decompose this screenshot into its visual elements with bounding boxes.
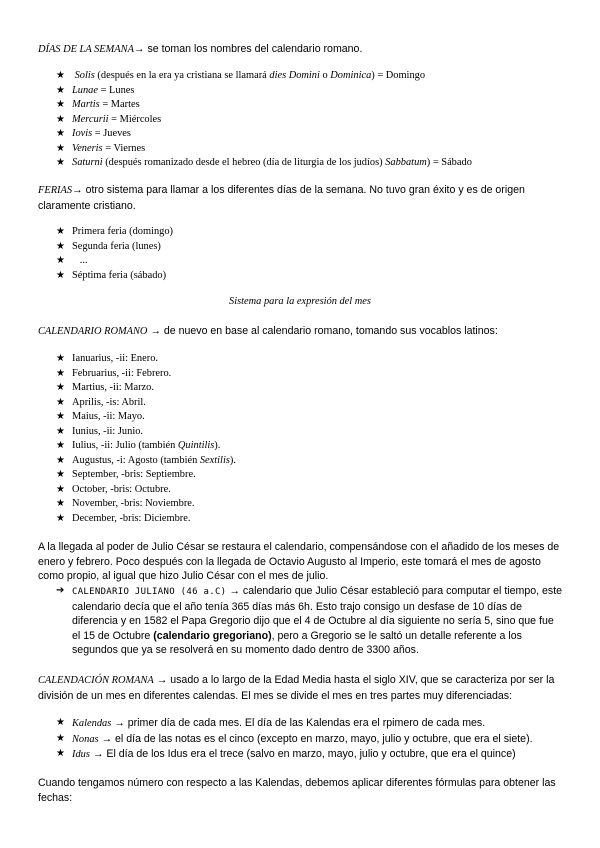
meses-list bbox=[56, 352, 564, 526]
list-item: ★ Kalendas → primer día de cada mes. El día de las Kalendas era el rpimero de cada mes. bbox=[56, 717, 486, 729]
star-icon: ★ bbox=[56, 269, 65, 281]
final-paragraph: Cuando tengamos número con respecto a las Kalendas, debemos aplicar diferentes fórmulas para obtener las fechas: bbox=[38, 777, 556, 804]
calendario-juliano-heading: CALENDARIO JULIANO (46 a.C) bbox=[72, 587, 227, 597]
star-icon: ★ bbox=[56, 498, 65, 509]
list-item: ★ Séptima feria (sábado) bbox=[56, 269, 564, 284]
star-icon: ★ bbox=[56, 512, 65, 524]
star-icon: ★ bbox=[56, 411, 65, 422]
star-icon: ★ bbox=[56, 732, 65, 744]
list-item: ★ November, -bris: Noviembre. bbox=[56, 497, 564, 512]
star-icon: ★ bbox=[56, 128, 65, 139]
list-item: ★ Primera feria (domingo) bbox=[56, 225, 564, 240]
star-icon: ★ bbox=[56, 382, 65, 393]
list-item: ★ Lunae = Lunes bbox=[56, 84, 564, 99]
list-item: ★ Martis = Martes bbox=[56, 98, 564, 113]
section-subtitle: Sistema para la expresión del mes bbox=[229, 296, 371, 307]
list-item: ★ Augustus, -i: Agosto (también Sextilis). bbox=[56, 454, 564, 469]
list-item: ★ Nonas → el día de las notas es el cinco (excepto en marzo, mayo, julio y octubre, que era el siete). bbox=[56, 732, 533, 745]
star-icon: ★ bbox=[56, 240, 65, 252]
list-item: ★ Solis (después en la era ya cristiana se llamará dies Domini o Dominica) = Domingo bbox=[56, 69, 564, 84]
list-item: ★ December, -bris: Diciembre. bbox=[56, 512, 564, 527]
julio-cesar-paragraph: A la llegada al poder de Julio César se restaura el calendario, compensándose con el añadido de los meses de enero y febrero. Poco después con la llegada de Octavio Augusto al Imperio, este tomará el mes de agosto como propio, al igual que hizo Julio César con el mes de julio. bbox=[38, 541, 560, 582]
star-icon: ★ bbox=[56, 483, 65, 495]
list-item: ★ October, -bris: Octubre. bbox=[56, 483, 564, 498]
star-icon: ★ bbox=[56, 113, 65, 125]
list-item: ★ Iulius, -ii: Julio (también Quintilis). bbox=[56, 439, 564, 454]
list-item: ★ Segunda feria (lunes) bbox=[56, 240, 564, 255]
list-item: ★ Veneris = Viernes bbox=[56, 142, 564, 157]
star-icon: ★ bbox=[56, 425, 65, 437]
star-icon: ★ bbox=[56, 717, 65, 728]
calendario-juliano-item: ➔ CALENDARIO JULIANO (46 a.C) → calendario que Julio César estableció para computar el tiempo, este calendario decía que el año tenía 365 días más 6h. Esto trajo consigo un desfase de 10 días de diferencia y en 1582 el Papa Gregorio dijo que el 4 de Octubre al día siguiente no sería 5, sino que fue el 15 de Octubre (calendario gregoriano), pero a Gregorio se le saltó un detalle referente a los segundos que ya se resolverá en su momento dado dentro de 3300 años. bbox=[56, 585, 563, 656]
list-item: ★ Mercurii = Miércoles bbox=[56, 113, 564, 128]
calendas-list bbox=[56, 716, 564, 763]
star-icon: ★ bbox=[56, 157, 65, 168]
calendacion-romana-heading: CALENDACIÓN ROMANA bbox=[38, 675, 154, 686]
star-icon: ★ bbox=[56, 255, 65, 266]
star-icon: ★ bbox=[56, 454, 65, 466]
list-item: ★ Iovis = Jueves bbox=[56, 127, 564, 142]
list-item: ★ Aprilis, -is: Abril. bbox=[56, 396, 564, 411]
calendacion-romana-paragraph: CALENDACIÓN ROMANA → usado a lo largo de la Edad Media hasta el siglo XIV, que se caracteriza por ser la división de un mes en diferentes calendas. El mes se divide el mes en tres partes muy diferenciadas: bbox=[38, 674, 555, 702]
list-item: ★ Saturni (después romanizado desde el hebreo (día de liturgia de los judíos) Sabbatum) = Sábado bbox=[56, 156, 564, 171]
star-icon: ★ bbox=[56, 396, 65, 408]
star-icon: ★ bbox=[56, 469, 65, 480]
dias-semana-heading: DÍAS DE LA SEMANA bbox=[38, 44, 134, 55]
list-item: ★ September, -bris: Septiembre. bbox=[56, 468, 564, 483]
ferias-list bbox=[56, 225, 564, 283]
star-icon: ★ bbox=[56, 70, 65, 81]
star-icon: ★ bbox=[56, 84, 65, 96]
calendario-romano-paragraph: CALENDARIO ROMANO → de nuevo en base al calendario romano, tomando sus vocablos latinos: bbox=[38, 325, 498, 337]
star-icon: ★ bbox=[56, 226, 65, 237]
list-item: ★ Idus → El día de los Idus era el trece (salvo en marzo, mayo, julio y octubre, que era el quince) bbox=[56, 748, 516, 760]
dias-semana-list bbox=[56, 69, 564, 171]
list-item: ★ Ianuarius, -ii: Enero. bbox=[56, 352, 564, 367]
star-icon: ★ bbox=[56, 142, 65, 154]
arrow-icon: ➔ bbox=[56, 585, 65, 596]
ferias-heading: FERIAS bbox=[38, 185, 73, 196]
list-item: ★ Februarius, -ii: Febrero. bbox=[56, 367, 564, 382]
list-item: ★ ... bbox=[56, 254, 564, 269]
calendario-romano-heading: CALENDARIO ROMANO bbox=[38, 326, 148, 337]
star-icon: ★ bbox=[56, 748, 65, 759]
list-item: ★ Maius, -ii: Mayo. bbox=[56, 410, 564, 425]
dias-semana-paragraph: DÍAS DE LA SEMANA→ se toman los nombres del calendario romano. bbox=[38, 43, 363, 55]
list-item: ★ Iunius, -ii: Junio. bbox=[56, 425, 564, 440]
star-icon: ★ bbox=[56, 440, 65, 451]
star-icon: ★ bbox=[56, 99, 65, 110]
star-icon: ★ bbox=[56, 353, 65, 364]
list-item: ★ Martius, -ii: Marzo. bbox=[56, 381, 564, 396]
ferias-paragraph: FERIAS→ otro sistema para llamar a los diferentes días de la semana. No tuvo gran éxito y es de origen claramente cristiano. bbox=[38, 184, 525, 212]
star-icon: ★ bbox=[56, 367, 65, 379]
